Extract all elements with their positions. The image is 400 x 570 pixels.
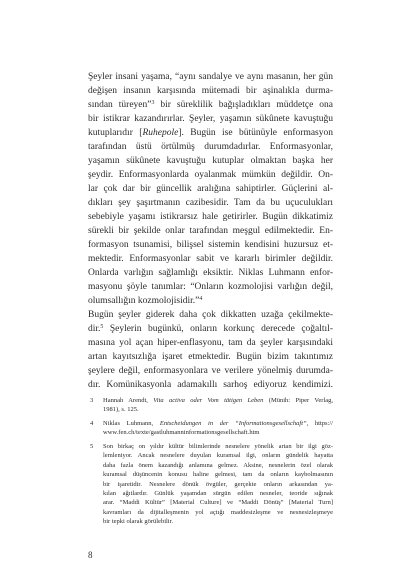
italic-title: Vita activa oder Vom tätigen Leben [153, 397, 264, 404]
text-line: Bugün şeyler giderek daha çok dikkatten uzağa çekilmekte- [88, 310, 333, 320]
text-line: şeylere değil, enformasyonlara ve verilere yönelmiş durumda- [88, 366, 333, 376]
text-line: formasyon tsunamisi, bilişsel sistemin kendisini huzursuz et- [88, 240, 333, 250]
text-line: arar. “Maddi Kültür” [Material Culture] ve “Maddi Dönüş” [Material Turn] [103, 499, 333, 507]
text-segment: ]. Bugün ise bütünüyle enformasyon [178, 128, 333, 138]
text-segment: , https:// [306, 419, 333, 427]
text-line [103, 419, 333, 428]
text-line [88, 126, 333, 140]
text-line: bir istikrar kazandırırlar. Şeyler, yaşamın sükûnete kavuştuğu [88, 114, 333, 124]
page-number: 8 [88, 550, 93, 560]
paragraph [88, 70, 333, 308]
footnote-marker: 3 [151, 100, 155, 107]
text-line: dır. Komünikasyonla adamakıllı sarhoş ediyoruz kendimizi. [88, 380, 333, 390]
text-line: 1981), s. 125. [103, 406, 139, 414]
text-line: bir tepki olarak görülebilir. [103, 518, 174, 526]
text-line: bir işaretidir. Nesnelere dönük övgüler, gerçekte onların arkasından ya- [103, 480, 333, 488]
text-segment: bir süreklilik bağışladıkları müddetçe ona [154, 100, 333, 110]
paragraph [88, 308, 333, 392]
text-line: lar çok dar bir güncellik aralığına sahiptirler. Güçlerini al- [88, 184, 333, 194]
text-segment: (Münih: Piper Verlag, [263, 397, 334, 404]
text-line: masyonu şöyle tanımlar: “Onların kozmolojisi varlığın değil, [88, 282, 333, 292]
italic-title: Entscheidungen in der “Informationsgesellschaft” [159, 419, 307, 427]
text-line: Son birkaç on yıldır kültür bilimlerinde nesnelere yönelik artan bir ilgi göz- [103, 442, 333, 450]
text-line: değişen insanın karşısında mütemadi bir aşinalıkla durma- [88, 86, 333, 96]
footnote-marker: 5 [100, 324, 104, 331]
footnote [88, 442, 333, 527]
text-line: sürekli bir şekilde onlar tarafından meşgul edilmektedir. En- [88, 226, 333, 236]
text-line [88, 98, 333, 112]
text-line: daha fazla önem kazandığı anlamına gelmez. Aksine, nesnelerin özel olarak [103, 461, 333, 469]
text-segment: Hannah Arendt, [103, 397, 154, 404]
text-line: yaşamın sükûnete kavuştuğu kutuplar olmaktan başka her [88, 156, 333, 166]
footnote-number: 4 [90, 419, 94, 427]
text-line: Şeyler insani yaşama, “aynı sandalye ve aynı masanın, her gün [88, 72, 333, 82]
text-segment: sından türeyen” [88, 100, 152, 110]
italic-term: Ruhepole [142, 128, 179, 138]
text-line: artan kayıtsızlığa işaret etmektedir. Bugün bizim takıntımız [88, 352, 333, 362]
url-text: www.fen.ch/texte/gastluhmanninformationsgesellschaft.htm [103, 429, 260, 437]
text-line: mektedir. Enformasyonlar sabit ve kararlı birimler değildir. [88, 254, 333, 264]
footnote [88, 419, 333, 438]
text-line [88, 322, 333, 336]
text-segment: olumsallığın kozmolojisidir.” [88, 296, 200, 306]
text-line: sebebiyle yaşamı istikrarsız hale getirirler. Bugün dikkatimiz [88, 212, 333, 222]
text-line: şeydir. Enformasyonlarda oyalanmak mümkün değildir. On- [88, 170, 333, 180]
text-line: kılan ağıtlardır. Günlük yaşamdan sürgün edilen nesneler, teoride sığınak [103, 489, 333, 497]
text-line: kavramları da dijitalleşmenin yol açtığı maddesizleşme ve nesnesizleşmeye [103, 508, 333, 516]
footnotes [88, 396, 333, 531]
text-line: dıkları şey şaşırtmanın cazibesidir. Tam da bu uçuculukları [88, 198, 333, 208]
footnote-number: 3 [90, 397, 94, 404]
footnote [88, 396, 333, 415]
text-segment: Şeylerin bugünkü, onların korkunç derecede çoğaltıl- [103, 324, 333, 334]
footnote-marker: 4 [199, 296, 203, 303]
text-line: Onlarda varlığın sağlamlığı eksiktir. Niklas Luhmann enfor- [88, 268, 333, 278]
text-segment: Niklas Luhmann, [103, 419, 160, 427]
body-text [88, 70, 333, 392]
text-line: masına yol açan hiper-enflasyonu, tam da şeyler karşısındaki [88, 338, 333, 348]
text-segment: dir. [88, 324, 101, 334]
text-line: tarafından üstü örtülmüş durumdadırlar. Enformasyonlar, [88, 142, 333, 152]
text-line: kuramsal düşüncenin konusu haline gelmesi, tam da onların kaybolmasının [103, 471, 333, 479]
footnote-number: 5 [90, 442, 94, 450]
text-line [103, 396, 333, 405]
text-line: lemleniyor. Ancak nesnelere duyulan kuramsal ilgi, onların gündelik hayatta [103, 452, 333, 460]
text-line [88, 294, 333, 308]
text-segment: kutuplarıdır [ [88, 128, 143, 138]
